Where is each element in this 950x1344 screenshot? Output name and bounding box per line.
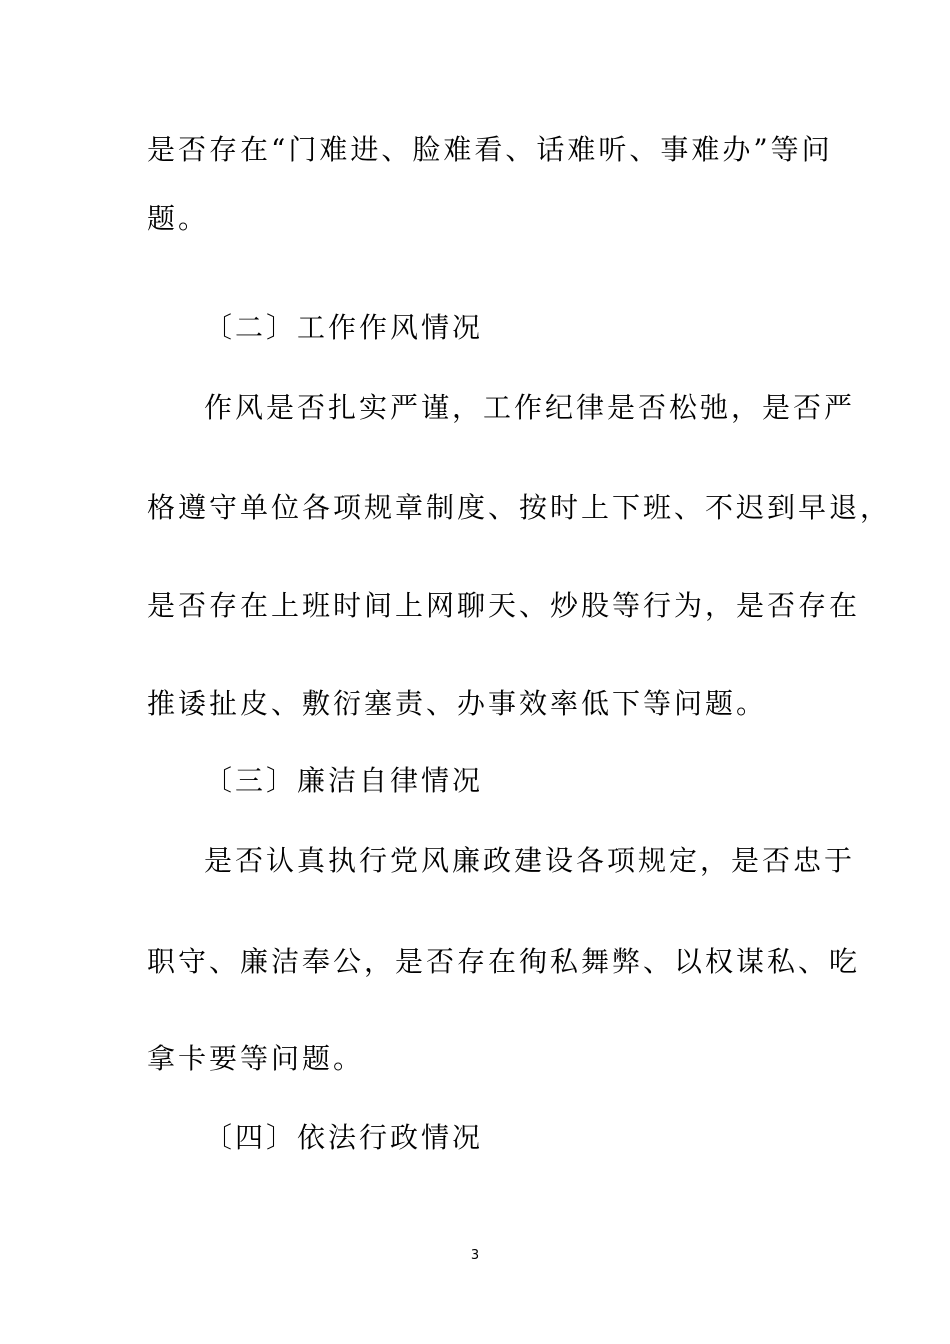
text-line-5: 格遵守单位各项规章制度、按时上下班、不迟到早退， bbox=[147, 491, 892, 524]
text-line-10: 职守、廉洁奉公，是否存在徇私舞弊、以权谋私、吃 bbox=[147, 945, 861, 978]
section-heading-4: 〔四〕依法行政情况 bbox=[204, 1121, 484, 1154]
text-line-11: 拿卡要等问题。 bbox=[147, 1042, 365, 1075]
section-heading-3: 〔三〕廉洁自律情况 bbox=[204, 764, 484, 797]
section-heading-2: 〔二〕工作作风情况 bbox=[204, 311, 484, 344]
text-line-4: 作风是否扎实严谨，工作纪律是否松弛，是否严 bbox=[204, 391, 856, 424]
text-line-7: 推诿扯皮、敷衍塞责、办事效率低下等问题。 bbox=[147, 687, 768, 720]
text-line-1: 是否存在“门难进、脸难看、话难听、事难办”等问 bbox=[147, 133, 833, 166]
text-line-6: 是否存在上班时间上网聊天、炒股等行为，是否存在 bbox=[147, 589, 861, 622]
text-line-2: 题。 bbox=[147, 202, 210, 235]
page-number: 3 bbox=[470, 1248, 480, 1263]
text-line-9: 是否认真执行党风廉政建设各项规定，是否忠于 bbox=[204, 844, 856, 877]
